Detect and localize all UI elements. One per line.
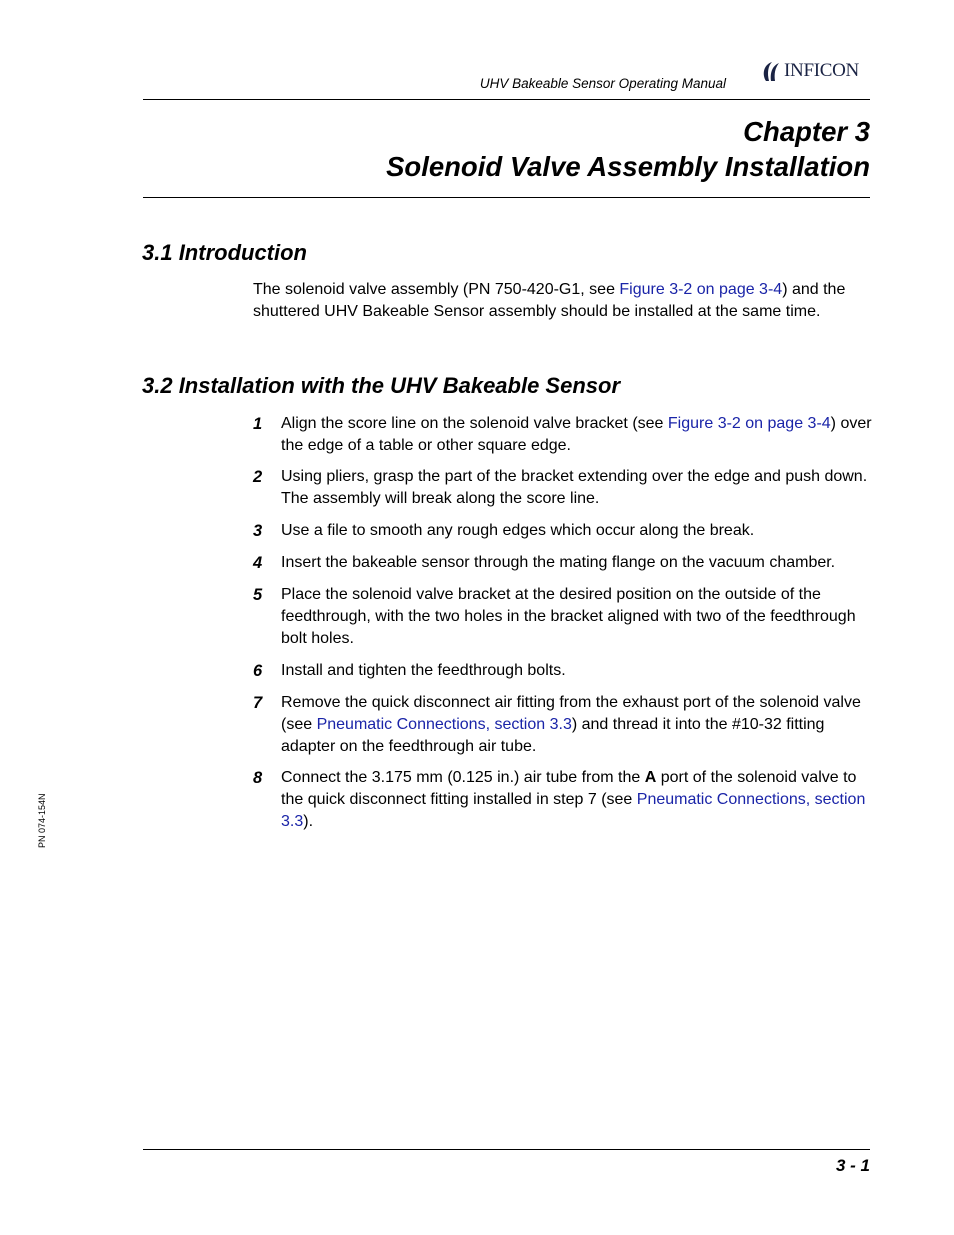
port-label: A bbox=[644, 769, 657, 786]
figure-link[interactable]: Figure 3-2 on page 3-4 bbox=[619, 281, 783, 298]
step-text: Using pliers, grasp the part of the bracket extending over the edge and push down. The assembly will break along the score line. bbox=[281, 468, 868, 507]
step-text: Install and tighten the feedthrough bolts. bbox=[281, 662, 566, 679]
pneumatic-connections-link[interactable]: Pneumatic Connections, section 3.3 bbox=[316, 716, 572, 733]
inficon-logo-icon bbox=[760, 59, 782, 83]
step-4 bbox=[253, 552, 873, 574]
step-number: 6 bbox=[253, 662, 263, 680]
footer-rule bbox=[143, 1149, 870, 1150]
manual-title: UHV Bakeable Sensor Operating Manual bbox=[479, 76, 726, 91]
step-text: Place the solenoid valve bracket at the desired position on the outside of the feedthrough, with the two holes in the bracket aligned with two of the feedthrough bolt holes. bbox=[281, 586, 856, 647]
intro-paragraph bbox=[253, 279, 873, 323]
step-text-part: port of the solenoid valve to the quick disconnect fitting installed in step 7 (see bbox=[281, 769, 857, 808]
step-text-part: ) over the edge of a table or other square edge. bbox=[281, 415, 872, 454]
step-number: 5 bbox=[253, 586, 263, 604]
step-text: Insert the bakeable sensor through the mating flange on the vacuum chamber. bbox=[281, 554, 836, 571]
logo-wordmark: INFICON bbox=[784, 60, 859, 81]
step-text bbox=[281, 692, 873, 758]
step-3 bbox=[253, 520, 873, 542]
header-rule bbox=[143, 99, 870, 100]
page-number: 3 - 1 bbox=[835, 1156, 870, 1175]
chapter-title: Solenoid Valve Assembly Installation bbox=[386, 151, 870, 182]
inficon-logo bbox=[760, 58, 859, 84]
step-5 bbox=[253, 584, 873, 650]
step-1 bbox=[253, 413, 873, 457]
step-text-part: Connect the 3.175 mm (0.125 in.) air tube from the bbox=[281, 769, 645, 786]
step-number: 7 bbox=[253, 694, 263, 712]
pneumatic-connections-link[interactable]: Pneumatic Connections, section 3.3 bbox=[281, 791, 866, 830]
step-text-part: Remove the quick disconnect air fitting from the exhaust port of the solenoid valve (see bbox=[281, 694, 861, 733]
step-6 bbox=[253, 660, 873, 682]
intro-text-1: The solenoid valve assembly (PN 750-420-G1, see bbox=[253, 281, 620, 298]
step-2 bbox=[253, 466, 873, 510]
chapter-number: Chapter 3 bbox=[743, 116, 870, 147]
part-number-side: PN 074-154N bbox=[37, 793, 47, 848]
section-heading-installation: 3.2 Installation with the UHV Bakeable Sensor bbox=[142, 373, 621, 398]
step-number: 8 bbox=[253, 769, 263, 787]
step-8 bbox=[253, 767, 873, 833]
intro-text-2: ) and the shuttered UHV Bakeable Sensor assembly should be installed at the same time. bbox=[253, 281, 846, 320]
section-heading-introduction: 3.1 Introduction bbox=[142, 240, 307, 265]
step-text-part: ) and thread it into the #10-32 fitting adapter on the feedthrough air tube. bbox=[281, 716, 825, 755]
step-text bbox=[281, 767, 873, 833]
step-text: Use a file to smooth any rough edges which occur along the break. bbox=[281, 522, 755, 539]
step-text-part: ). bbox=[303, 813, 314, 830]
step-number: 4 bbox=[253, 554, 263, 572]
step-number: 2 bbox=[253, 468, 263, 486]
step-number: 1 bbox=[253, 415, 263, 433]
step-text-part: Align the score line on the solenoid valve bracket (see bbox=[281, 415, 668, 432]
figure-link[interactable]: Figure 3-2 on page 3-4 bbox=[667, 415, 831, 432]
chapter-rule bbox=[143, 197, 870, 198]
step-text bbox=[281, 413, 873, 457]
step-7 bbox=[253, 692, 873, 758]
step-number: 3 bbox=[253, 522, 263, 540]
